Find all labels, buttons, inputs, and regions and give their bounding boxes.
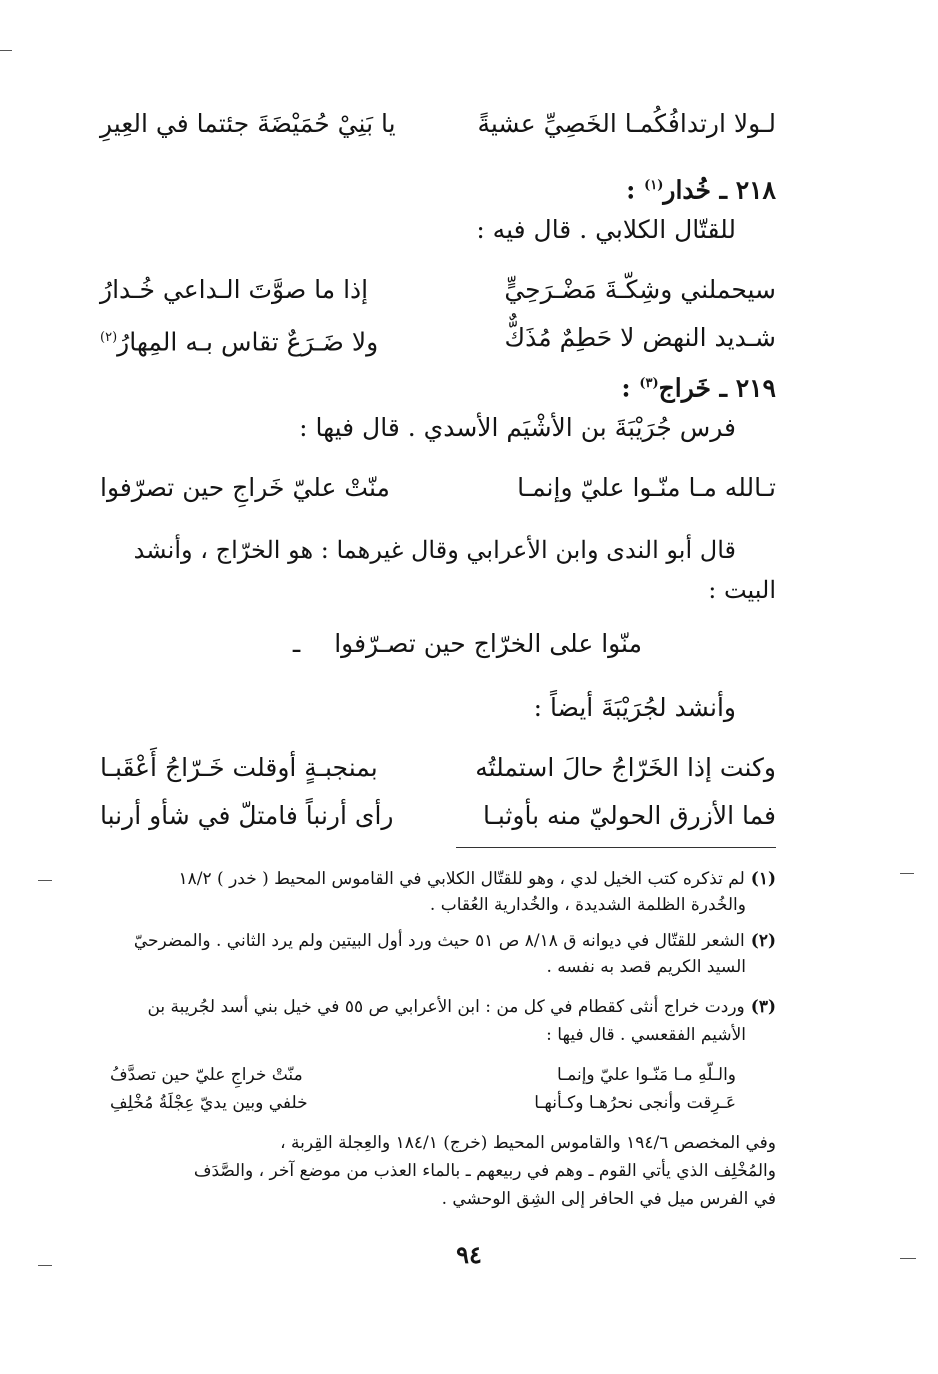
- footnote-1-line-1: [100, 866, 776, 892]
- verse-hemistich-left: خلفي وبين يديّ عِجْلَةُ مُخْلِفِ: [110, 1093, 308, 1113]
- margin-mark-mid-right: [900, 873, 914, 874]
- entry-218-verse-1: [100, 270, 776, 310]
- verse-hemistich-left-text: ولا ضَـرَعٌ تقاس بـه المِهارُ: [117, 327, 379, 357]
- entry-219-verse-3: [100, 796, 776, 836]
- verse-hemistich-right: عَـرِقت وأنجى نحرُهـا وكـأنهـا: [534, 1093, 736, 1113]
- verse-hemistich-right: فما الأزرق الحوليّ منه بأوثبـا: [482, 801, 776, 830]
- margin-mark-mid-left: [38, 880, 52, 881]
- verse-hemistich-right: شـديد النهض لا حَطِمٌ مُذَكٌّ: [504, 323, 776, 352]
- footnote-3-line-3: وفي المخصص ١٩٤/٦ والقاموس المحيط (خرج) ١٨٤/١ والعِجلة القِربة ،: [280, 1133, 776, 1153]
- entry-219-colon: :: [621, 373, 640, 403]
- footnote-ref-3: (٣): [639, 376, 659, 391]
- footnote-1-line-2: والخُدرة الظلمة الشديدة ، والخُدارية العُقاب .: [429, 895, 746, 915]
- verse-hemistich-left: بمنجبـةٍ أوقلت خَـرّاجُ أَعْقَبـا: [100, 753, 378, 782]
- entry-219-also: وأنشد لجُرَيْبَةَ أيضاً :: [533, 693, 736, 722]
- entry-219-verse-1: [100, 468, 776, 508]
- footnote-3-verse-2: [110, 1090, 736, 1116]
- footnote-separator: [456, 847, 776, 848]
- verse-hemistich-right: والـلّهِ مـا مَنّـوا عليّ وإنمـا: [556, 1065, 736, 1085]
- verse-hemistich-right: سيحملني وشِكّـةَ مَضْـرَحِيٍّ: [504, 275, 776, 304]
- entry-219-intro: فرس جُرَيْبَةَ بن الأشْيَم الأسدي . قال فيها :: [299, 413, 736, 442]
- footnote-1-text: لم تذكره كتب الخيل لدي ، وهو للقتّال الكلابي في القاموس المحيط ( خدر ) ١٨/٢: [178, 869, 745, 889]
- footnote-3-line-2: الأشيم الفقعسي . قال فيها :: [546, 1025, 746, 1045]
- entry-218-heading: [626, 168, 776, 208]
- footnote-3-verse-1: [110, 1062, 736, 1088]
- margin-mark-top-left: [0, 50, 12, 51]
- footnote-2-text: الشعر للقتّال في ديوانه ق ٨/١٨ ص ٥١ حيث ورد أول البيتين ولم يرد الثاني . والمضرحيّ: [133, 931, 745, 951]
- footnote-ref-1: (١): [644, 178, 664, 193]
- entry-219-paragraph: قال أبو الندى وابن الأعرابي وقال غيرهما : هو الخرّاج ، وأنشد البيت :: [133, 536, 776, 604]
- entry-219-half-verse: [293, 626, 642, 662]
- entry-218-title: ٢١٨ ـ خُدار: [663, 175, 776, 205]
- footnote-1-number: (١): [750, 869, 776, 889]
- footnote-ref-2: (٢): [100, 330, 118, 345]
- footnote-3-line-1: [100, 994, 776, 1020]
- half-verse-mark: ـ: [292, 629, 301, 658]
- footnote-2-line-1: [100, 928, 776, 954]
- footnote-2-line-2: السيد الكريم قصد به نفسه .: [546, 957, 746, 977]
- verse-hemistich-left: يا بَنِيْ حُمَيْضَةَ جئتما في العِيرِ: [100, 109, 396, 138]
- entry-219-title: ٢١٩ ـ خَراج: [658, 373, 776, 403]
- half-verse-text: منّوا على الخرّاج حين تصـرّفوا: [334, 629, 642, 658]
- footnote-3-text: وردت خراج أنثى كقطام في كل من : ابن الأعرابي ص ٥٥ في خيل بني أسد لجُريبة بن: [147, 997, 745, 1017]
- entry-218-intro: للقتّال الكلابي . قال فيه :: [476, 215, 736, 244]
- footnote-3-line-5: في الفرس ميل في الحافر إلى الشِق الوحشي .: [441, 1189, 776, 1209]
- verse-hemistich-right: تـالله مـا منّـوا عليّ وإنمـا: [517, 473, 776, 502]
- verse-hemistich-left: [100, 318, 378, 362]
- entry-218-colon: :: [626, 175, 645, 205]
- entry-219-heading: [621, 366, 776, 406]
- verse-hemistich-left: منّتْ عليّ خَراجِ حين تصرّفوا: [100, 473, 390, 502]
- entry-219-verse-2: [100, 748, 776, 788]
- verse-hemistich-left: إذا ما صوَّتَ الـداعي خُـدارُ: [100, 275, 369, 304]
- verse-hemistich-left: منّتْ خراجِ عليّ حين تصدَّفُ: [110, 1065, 303, 1085]
- footnote-3-line-4: والمُخْلِف الذي يأتي القوم ـ وهم في ربيعهم ـ بالماء العذب من موضع آخر ، والصَّدَف: [193, 1161, 776, 1181]
- entry-218-verse-2: [100, 318, 776, 358]
- verse-hemistich-right: وكنت إذا الخَرّاجُ حالَ استملتُه: [475, 753, 776, 782]
- verse-hemistich-left: رأى أرنباً فامتلّ في شأو أرنبا: [100, 801, 394, 830]
- footnote-2-number: (٢): [750, 931, 776, 951]
- verse-hemistich-right: لـولا ارتدافُكُمـا الخَصِيِّ عشيةً: [477, 109, 776, 138]
- page-number: ٩٤: [456, 1240, 482, 1269]
- footnote-3-number: (٣): [750, 997, 776, 1017]
- top-verse: [100, 104, 776, 144]
